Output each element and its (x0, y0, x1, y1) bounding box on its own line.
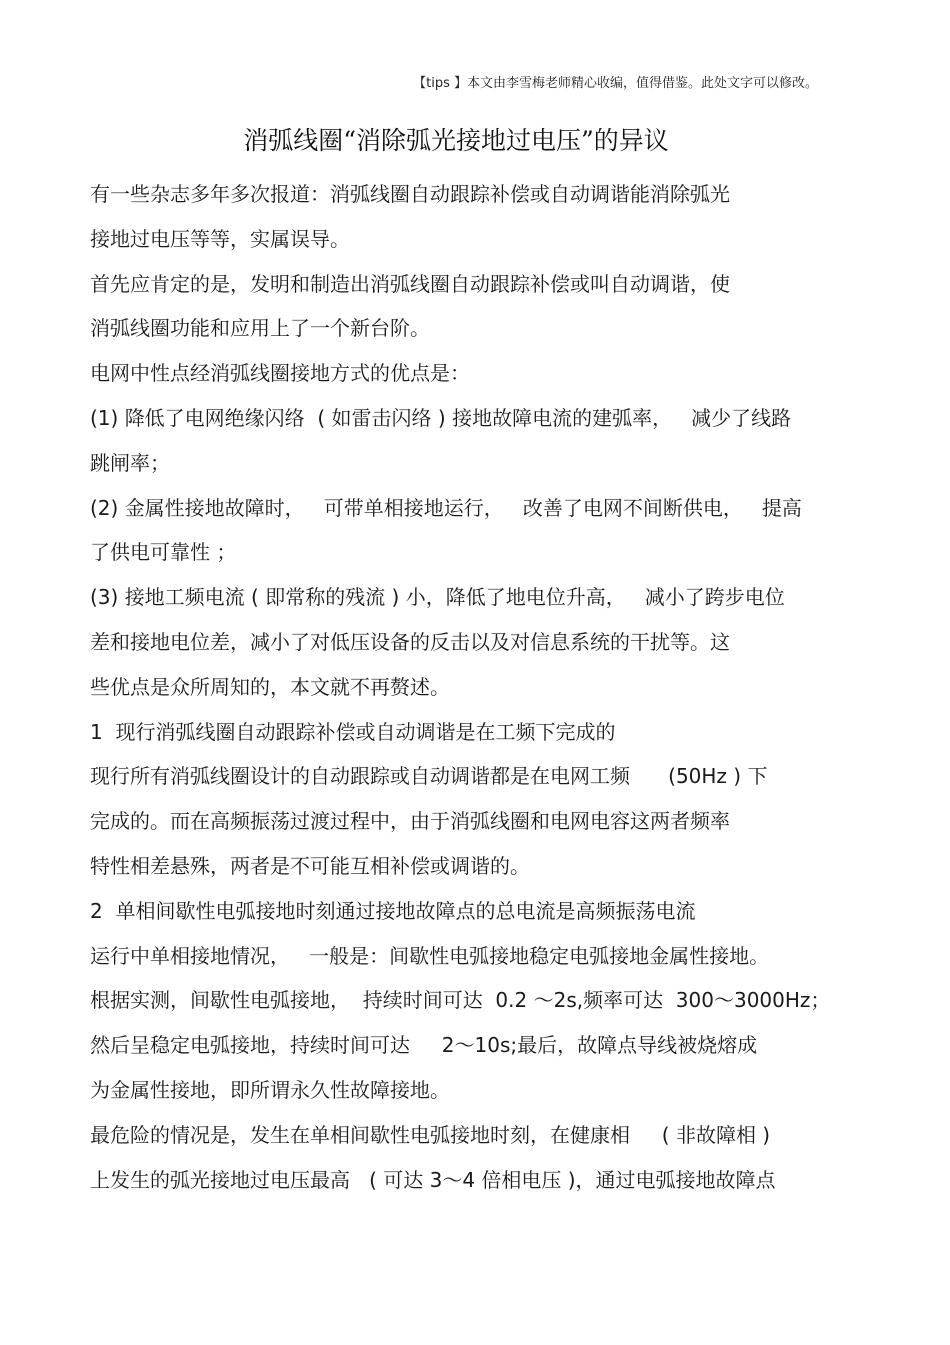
text-line: 消弧线圈功能和应用上了一个新台阶。 (90, 316, 430, 341)
document-body (90, 176, 890, 1206)
text-line: 了供电可靠性 ； (90, 540, 237, 565)
text-line: 接地过电压等等，实属误导。 (90, 226, 350, 251)
text-line: 然后呈稳定电弧接地，持续时间可达 2～10s;最后，故障点导线被烧熔成 (90, 1033, 758, 1058)
text-line: 根据实测，间歇性电弧接地， 持续时间可达 0.2 ～2s,频率可达 300～3000Hz； (90, 988, 831, 1013)
text-line: 电网中性点经消弧线圈接地方式的优点是： (90, 361, 470, 386)
text-line: 首先应肯定的是，发明和制造出消弧线圈自动跟踪补偿或叫自动调谐，使 (90, 271, 730, 296)
text-line: (3) 接地工频电流 ( 即常称的残流 ) 小，降低了地电位升高， 减小了跨步电位 (90, 585, 785, 610)
text-line: 些优点是众所周知的，本文就不再赘述。 (90, 674, 450, 699)
text-line: (2) 金属性接地故障时， 可带单相接地运行， 改善了电网不间断供电， 提高 (90, 495, 802, 520)
text-line: 完成的。而在高频振荡过渡过程中，由于消弧线圈和电网电容这两者频率 (90, 809, 730, 834)
text-line: (1) 降低了电网绝缘闪络 ( 如雷击闪络 ) 接地故障电流的建弧率， 减少了线路 (90, 405, 792, 430)
text-line: 差和接地电位差，减小了对低压设备的反击以及对信息系统的干扰等。这 (90, 629, 730, 654)
text-line: 上发生的弧光接地过电压最高 ( 可达 3～4 倍相电压 )，通过电弧接地故障点 (90, 1167, 776, 1192)
text-line: 运行中单相接地情况， 一般是：间歇性电弧接地稳定电弧接地金属性接地。 (90, 943, 770, 968)
text-line: 现行所有消弧线圈设计的自动跟踪或自动调谐都是在电网工频 (50Hz ) 下 (90, 764, 768, 789)
text-line: 特性相差悬殊，两者是不可能互相补偿或调谐的。 (90, 853, 530, 878)
text-line: 1 现行消弧线圈自动跟踪补偿或自动调谐是在工频下完成的 (90, 719, 616, 744)
text-line: 最危险的情况是，发生在单相间歇性电弧接地时刻，在健康相 ( 非故障相 ) (90, 1122, 771, 1147)
text-line: 跳闸率； (90, 450, 170, 475)
tips-note: 【tips 】本文由李雪梅老师精心收编，值得借鉴。此处文字可以修改。 (413, 76, 818, 91)
text-line: 有一些杂志多年多次报道：消弧线圈自动跟踪补偿或自动调谐能消除弧光 (90, 182, 730, 206)
text-line: 2 单相间歇性电弧接地时刻通过接地故障点的总电流是高频振荡电流 (90, 898, 696, 923)
text-line: 为金属性接地，即所谓永久性故障接地。 (90, 1077, 450, 1102)
document-title: 消弧线圈“消除弧光接地过电压”的异议 (243, 126, 669, 155)
